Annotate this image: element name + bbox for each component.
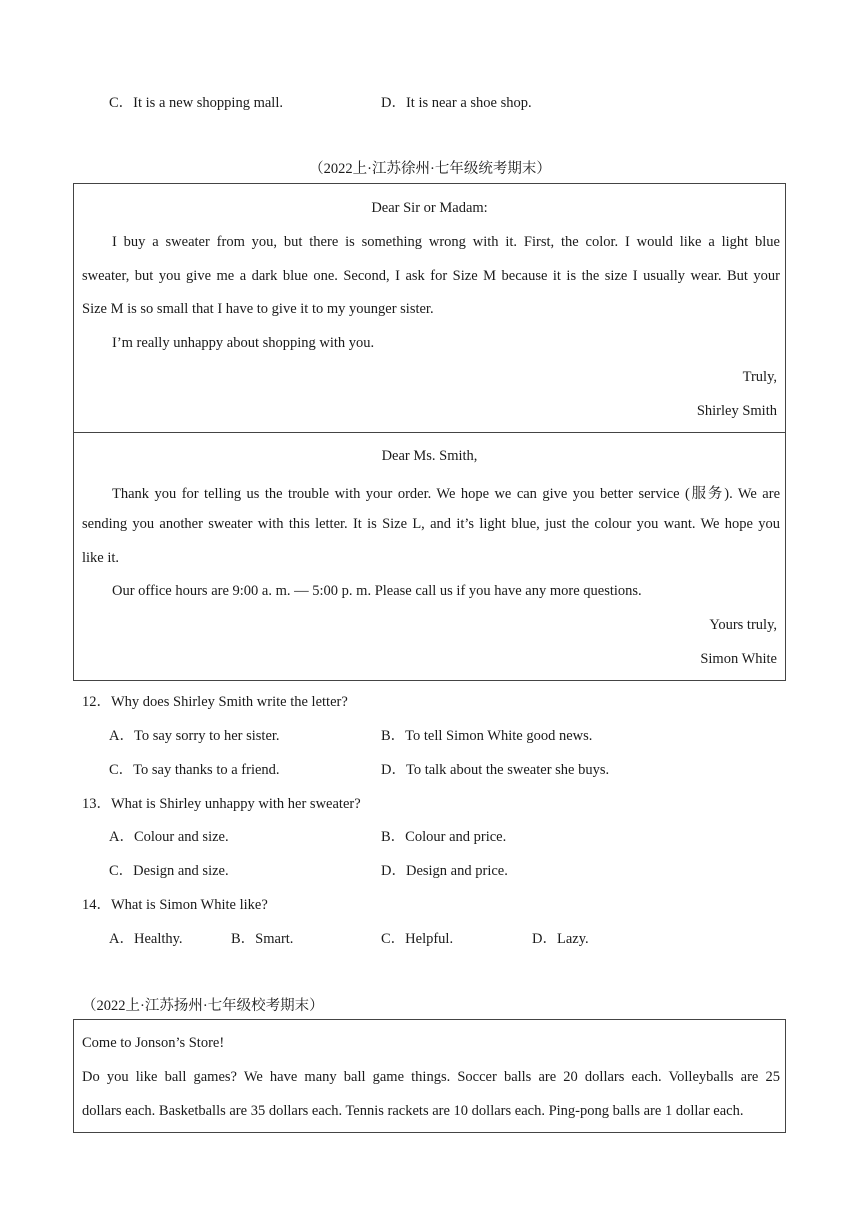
ad-title: Come to Jonson’s Store! [82,1035,225,1051]
letter-text: I’m really unhappy about shopping with you. [112,335,375,351]
letter-text: Thank you for telling us the trouble with your order. We hope we can give you better service (服务). We are [112,486,780,502]
option-c: C．To say thanks to a friend. [109,762,280,778]
letter-signature: Shirley Smith [696,403,777,419]
letter-greeting: Dear Sir or Madam: [371,200,488,216]
option-b: B．To tell Simon White good news. [381,728,593,744]
option-b: B．Smart. [231,931,294,947]
question-stem: 14．What is Simon White like? [82,897,268,913]
letter-box-2 [73,432,786,681]
passage-source: （2022上·江苏扬州·七年级校考期末） [82,998,324,1014]
option-a: A．To say sorry to her sister. [109,728,280,744]
option-c: C．Helpful. [381,931,454,947]
option-c: C．It is a new shopping mall. [109,95,283,111]
option-d: D．Lazy. [532,931,589,947]
option-d: D．It is near a shoe shop. [381,95,532,111]
ad-text: dollars each. Basketballs are 35 dollars each. Tennis rackets are 10 dollars each. Ping-pong balls are 1 dollar each. [82,1103,744,1119]
letter-text: Our office hours are 9:00 a. m. — 5:00 p. m. Please call us if you have any more questions. [112,583,642,599]
letter-greeting: Dear Ms. Smith, [381,448,478,464]
option-b: B．Colour and price. [381,829,507,845]
letter-closing: Yours truly, [709,617,777,633]
question-stem: 12．Why does Shirley Smith write the letter? [82,694,348,710]
letter-text: I buy a sweater from you, but there is something wrong with it. First, the color. I would like a light blue [112,234,780,250]
letter-box-1 [73,183,786,433]
ad-box [73,1019,786,1133]
option-a: A．Colour and size. [109,829,229,845]
letter-signature: Simon White [700,651,777,667]
option-c: C．Design and size. [109,863,229,879]
letter-text: sending you another sweater with this letter. It is Size L, and it’s light blue, just the colour you want. We hope you [82,516,780,532]
letter-text: sweater, but you give me a dark blue one. Second, I ask for Size M because it is the size I usually wear. But your [82,268,780,284]
option-a: A．Healthy. [109,931,183,947]
letter-text: Size M is so small that I have to give it to my younger sister. [82,301,434,317]
ad-text: Do you like ball games? We have many ball game things. Soccer balls are 20 dollars each. Volleyballs are 25 [82,1069,780,1085]
option-d: D．To talk about the sweater she buys. [381,762,610,778]
option-d: D．Design and price. [381,863,508,879]
letter-closing: Truly, [742,369,777,385]
question-stem: 13．What is Shirley unhappy with her sweater? [82,796,361,812]
passage-source: （2022上·江苏徐州·七年级统考期末） [309,161,551,177]
letter-text: like it. [82,550,120,566]
